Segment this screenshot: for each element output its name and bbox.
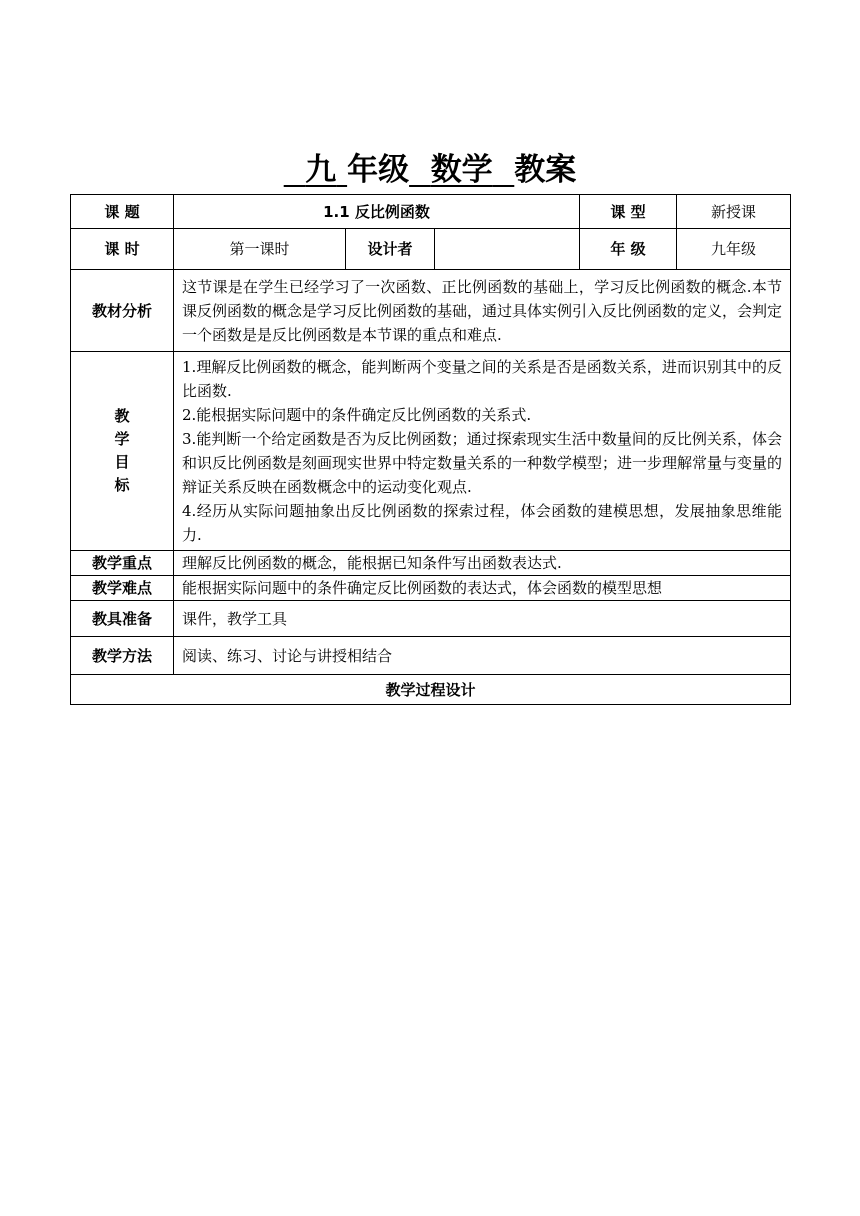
objective-item: 2.能根据实际问题中的条件确定反比例函数的关系式. [182, 406, 532, 424]
title-grade: 九 [305, 152, 337, 188]
lesson-plan-table [70, 194, 791, 705]
key-point-text: 理解反比例函数的概念，能根据已知条件写出函数表达式. [174, 551, 791, 576]
objective-item: 4.经历从实际问题抽象出反比例函数的探索过程，体会函数的建模思想，发展抽象思维能力. [182, 502, 782, 544]
type-label: 课 型 [580, 195, 677, 229]
difficulty-label: 教学难点 [71, 576, 174, 601]
row-key-point [71, 551, 791, 576]
topic-value: 1.1 反比例函数 [174, 195, 580, 229]
analysis-label: 教材分析 [71, 270, 174, 352]
objectives-label-char: 标 [114, 476, 130, 494]
grade-value: 九年级 [677, 229, 791, 270]
row-analysis [71, 270, 791, 352]
row-method [71, 637, 791, 675]
method-label: 教学方法 [71, 637, 174, 675]
period-value: 第一课时 [174, 229, 346, 270]
row-difficulty [71, 576, 791, 601]
row-topic [71, 195, 791, 229]
type-value: 新授课 [677, 195, 791, 229]
row-process [71, 675, 791, 705]
objectives-label-char: 教 [114, 407, 130, 425]
objective-item: 3.能判断一个给定函数是否为反比例函数；通过探索现实生活中数量间的反比例关系，体会和识反比例函数是刻画现实世界中特定数量关系的一种数学模型；进一步理解常量与变量的辩证关系反映在函数概念中的运动变化观点. [182, 430, 783, 496]
objectives-label-char: 目 [114, 453, 130, 471]
designer-label: 设计者 [346, 229, 435, 270]
objectives-list [174, 352, 791, 551]
page-title [0, 150, 860, 190]
method-text: 阅读、练习、讨论与讲授相结合 [174, 637, 791, 675]
process-title: 教学过程设计 [71, 675, 791, 705]
grade-label: 年 级 [580, 229, 677, 270]
difficulty-text: 能根据实际问题中的条件确定反比例函数的表达式，体会函数的模型思想 [174, 576, 791, 601]
topic-label: 课 题 [71, 195, 174, 229]
row-objectives [71, 352, 791, 551]
period-label: 课 时 [71, 229, 174, 270]
tools-label: 教具准备 [71, 601, 174, 637]
title-doc-type: 教案 [514, 152, 577, 188]
objective-item: 1.理解反比例函数的概念，能判断两个变量之间的关系是否是函数关系，进而识别其中的反比函数. [182, 358, 782, 400]
row-tools [71, 601, 791, 637]
designer-value [435, 229, 580, 270]
title-grade-suffix: 年级 [347, 152, 410, 188]
key-point-label: 教学重点 [71, 551, 174, 576]
tools-text: 课件，教学工具 [174, 601, 791, 637]
objectives-label [71, 352, 174, 551]
title-subject: 数学 [430, 152, 493, 188]
objectives-label-char: 学 [114, 430, 130, 448]
analysis-text: 这节课是在学生已经学习了一次函数、正比例函数的基础上，学习反比例函数的概念.本节课反例函数的概念是学习反比例函数的基础，通过具体实例引入反比例函数的定义，会判定一个函数是是反比例函数是本节课的重点和难点. [174, 270, 791, 352]
row-period [71, 229, 791, 270]
